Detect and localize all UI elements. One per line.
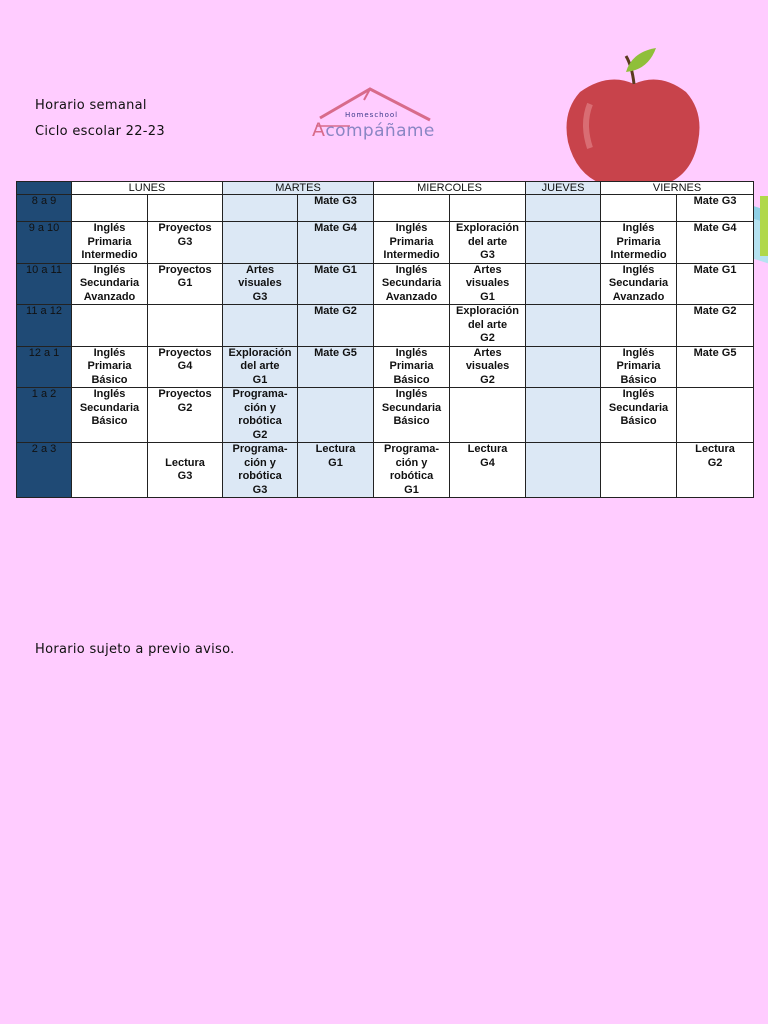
logo-name-rest: compáñame — [325, 121, 435, 141]
schedule-cell: Artes visuales G2 — [450, 346, 526, 388]
schedule-cell: Mate G4 — [298, 222, 374, 264]
day-header-jueves: JUEVES — [526, 182, 601, 195]
schedule-cell: Mate G5 — [298, 346, 374, 388]
schedule-cell: Exploración del arte G3 — [450, 222, 526, 264]
time-slot: 8 a 9 — [17, 195, 72, 222]
schedule-cell: Programa- ción y robótica G2 — [223, 388, 298, 443]
schedule-cell: Proyectos G4 — [148, 346, 223, 388]
schedule-cell — [526, 388, 601, 443]
schedule-cell — [223, 195, 298, 222]
time-slot: 10 a 11 — [17, 263, 72, 305]
schedule-header-row — [17, 182, 754, 195]
time-slot: 2 a 3 — [17, 443, 72, 498]
schedule-cell: Mate G3 — [677, 195, 754, 222]
day-header-lunes: LUNES — [72, 182, 223, 195]
schedule-cell: Mate G1 — [677, 263, 754, 305]
logo-subtitle: Homeschool — [345, 111, 399, 119]
table-row — [17, 222, 754, 264]
schedule-cell — [223, 305, 298, 347]
logo-name-initial: A — [312, 119, 326, 141]
schedule-cell: Exploración del arte G1 — [223, 346, 298, 388]
schedule-cell: Mate G3 — [298, 195, 374, 222]
schedule-cell: Inglés Secundaria Avanzado — [374, 263, 450, 305]
table-row — [17, 346, 754, 388]
schedule-cell: Exploración del arte G2 — [450, 305, 526, 347]
day-header-miercoles: MIERCOLES — [374, 182, 526, 195]
schedule-note: Horario sujeto a previo aviso. — [35, 642, 235, 657]
schedule-cell: Inglés Primaria Intermedio — [374, 222, 450, 264]
schedule-cell — [526, 346, 601, 388]
schedule-table — [16, 181, 754, 498]
corner-cell — [17, 182, 72, 195]
schedule-cell: Mate G5 — [677, 346, 754, 388]
schedule-cell — [148, 305, 223, 347]
schedule-cell — [450, 388, 526, 443]
schedule-cell — [72, 305, 148, 347]
schedule-cell: Lectura G3 — [148, 443, 223, 498]
schedule-cell: Proyectos G2 — [148, 388, 223, 443]
schedule-cell — [72, 443, 148, 498]
schedule-cell — [374, 195, 450, 222]
schedule-cell: Inglés Primaria Básico — [601, 346, 677, 388]
schedule-cell — [223, 222, 298, 264]
table-row — [17, 263, 754, 305]
table-row — [17, 388, 754, 443]
table-row — [17, 305, 754, 347]
schedule-cell — [601, 305, 677, 347]
schedule-cell: Inglés Secundaria Básico — [72, 388, 148, 443]
schedule-cell: Lectura G2 — [677, 443, 754, 498]
schedule-cell: Proyectos G3 — [148, 222, 223, 264]
schedule-cell — [601, 195, 677, 222]
schedule-cell — [526, 305, 601, 347]
schedule-cell: Mate G1 — [298, 263, 374, 305]
schedule-cell: Inglés Primaria Intermedio — [601, 222, 677, 264]
day-header-martes: MARTES — [223, 182, 374, 195]
schedule-cell: Inglés Secundaria Avanzado — [72, 263, 148, 305]
schedule-cell — [526, 195, 601, 222]
logo-name — [312, 119, 435, 141]
schedule-cell — [72, 195, 148, 222]
schedule-cell: Inglés Primaria Básico — [374, 346, 450, 388]
schedule-cell — [148, 195, 223, 222]
schedule-cell — [374, 305, 450, 347]
time-slot: 1 a 2 — [17, 388, 72, 443]
schedule-cell — [526, 263, 601, 305]
schedule-title: Horario semanal — [35, 98, 147, 113]
time-slot: 12 a 1 — [17, 346, 72, 388]
schedule-cell — [677, 388, 754, 443]
schedule-cell: Inglés Primaria Intermedio — [72, 222, 148, 264]
schedule-cell — [526, 443, 601, 498]
schedule-cell: Mate G2 — [298, 305, 374, 347]
schedule-cell — [450, 195, 526, 222]
schedule-cell: Mate G4 — [677, 222, 754, 264]
schedule-cell — [526, 222, 601, 264]
schedule-cell: Lectura G1 — [298, 443, 374, 498]
table-row — [17, 195, 754, 222]
schedule-cell: Lectura G4 — [450, 443, 526, 498]
time-slot: 9 a 10 — [17, 222, 72, 264]
schedule-cell — [298, 388, 374, 443]
schedule-cell: Mate G2 — [677, 305, 754, 347]
schedule-cell: Inglés Primaria Básico — [72, 346, 148, 388]
schedule-cell: Artes visuales G1 — [450, 263, 526, 305]
day-header-viernes: VIERNES — [601, 182, 754, 195]
schedule-cell: Artes visuales G3 — [223, 263, 298, 305]
time-slot: 11 a 12 — [17, 305, 72, 347]
schedule-cell: Inglés Secundaria Avanzado — [601, 263, 677, 305]
schedule-cell: Programa- ción y robótica G3 — [223, 443, 298, 498]
table-row — [17, 443, 754, 498]
schedule-cell: Programa- ción y robótica G1 — [374, 443, 450, 498]
schedule-cell: Inglés Secundaria Básico — [601, 388, 677, 443]
schedule-cell — [601, 443, 677, 498]
schedule-cell: Proyectos G1 — [148, 263, 223, 305]
school-cycle: Ciclo escolar 22-23 — [35, 124, 165, 139]
schedule-cell: Inglés Secundaria Básico — [374, 388, 450, 443]
